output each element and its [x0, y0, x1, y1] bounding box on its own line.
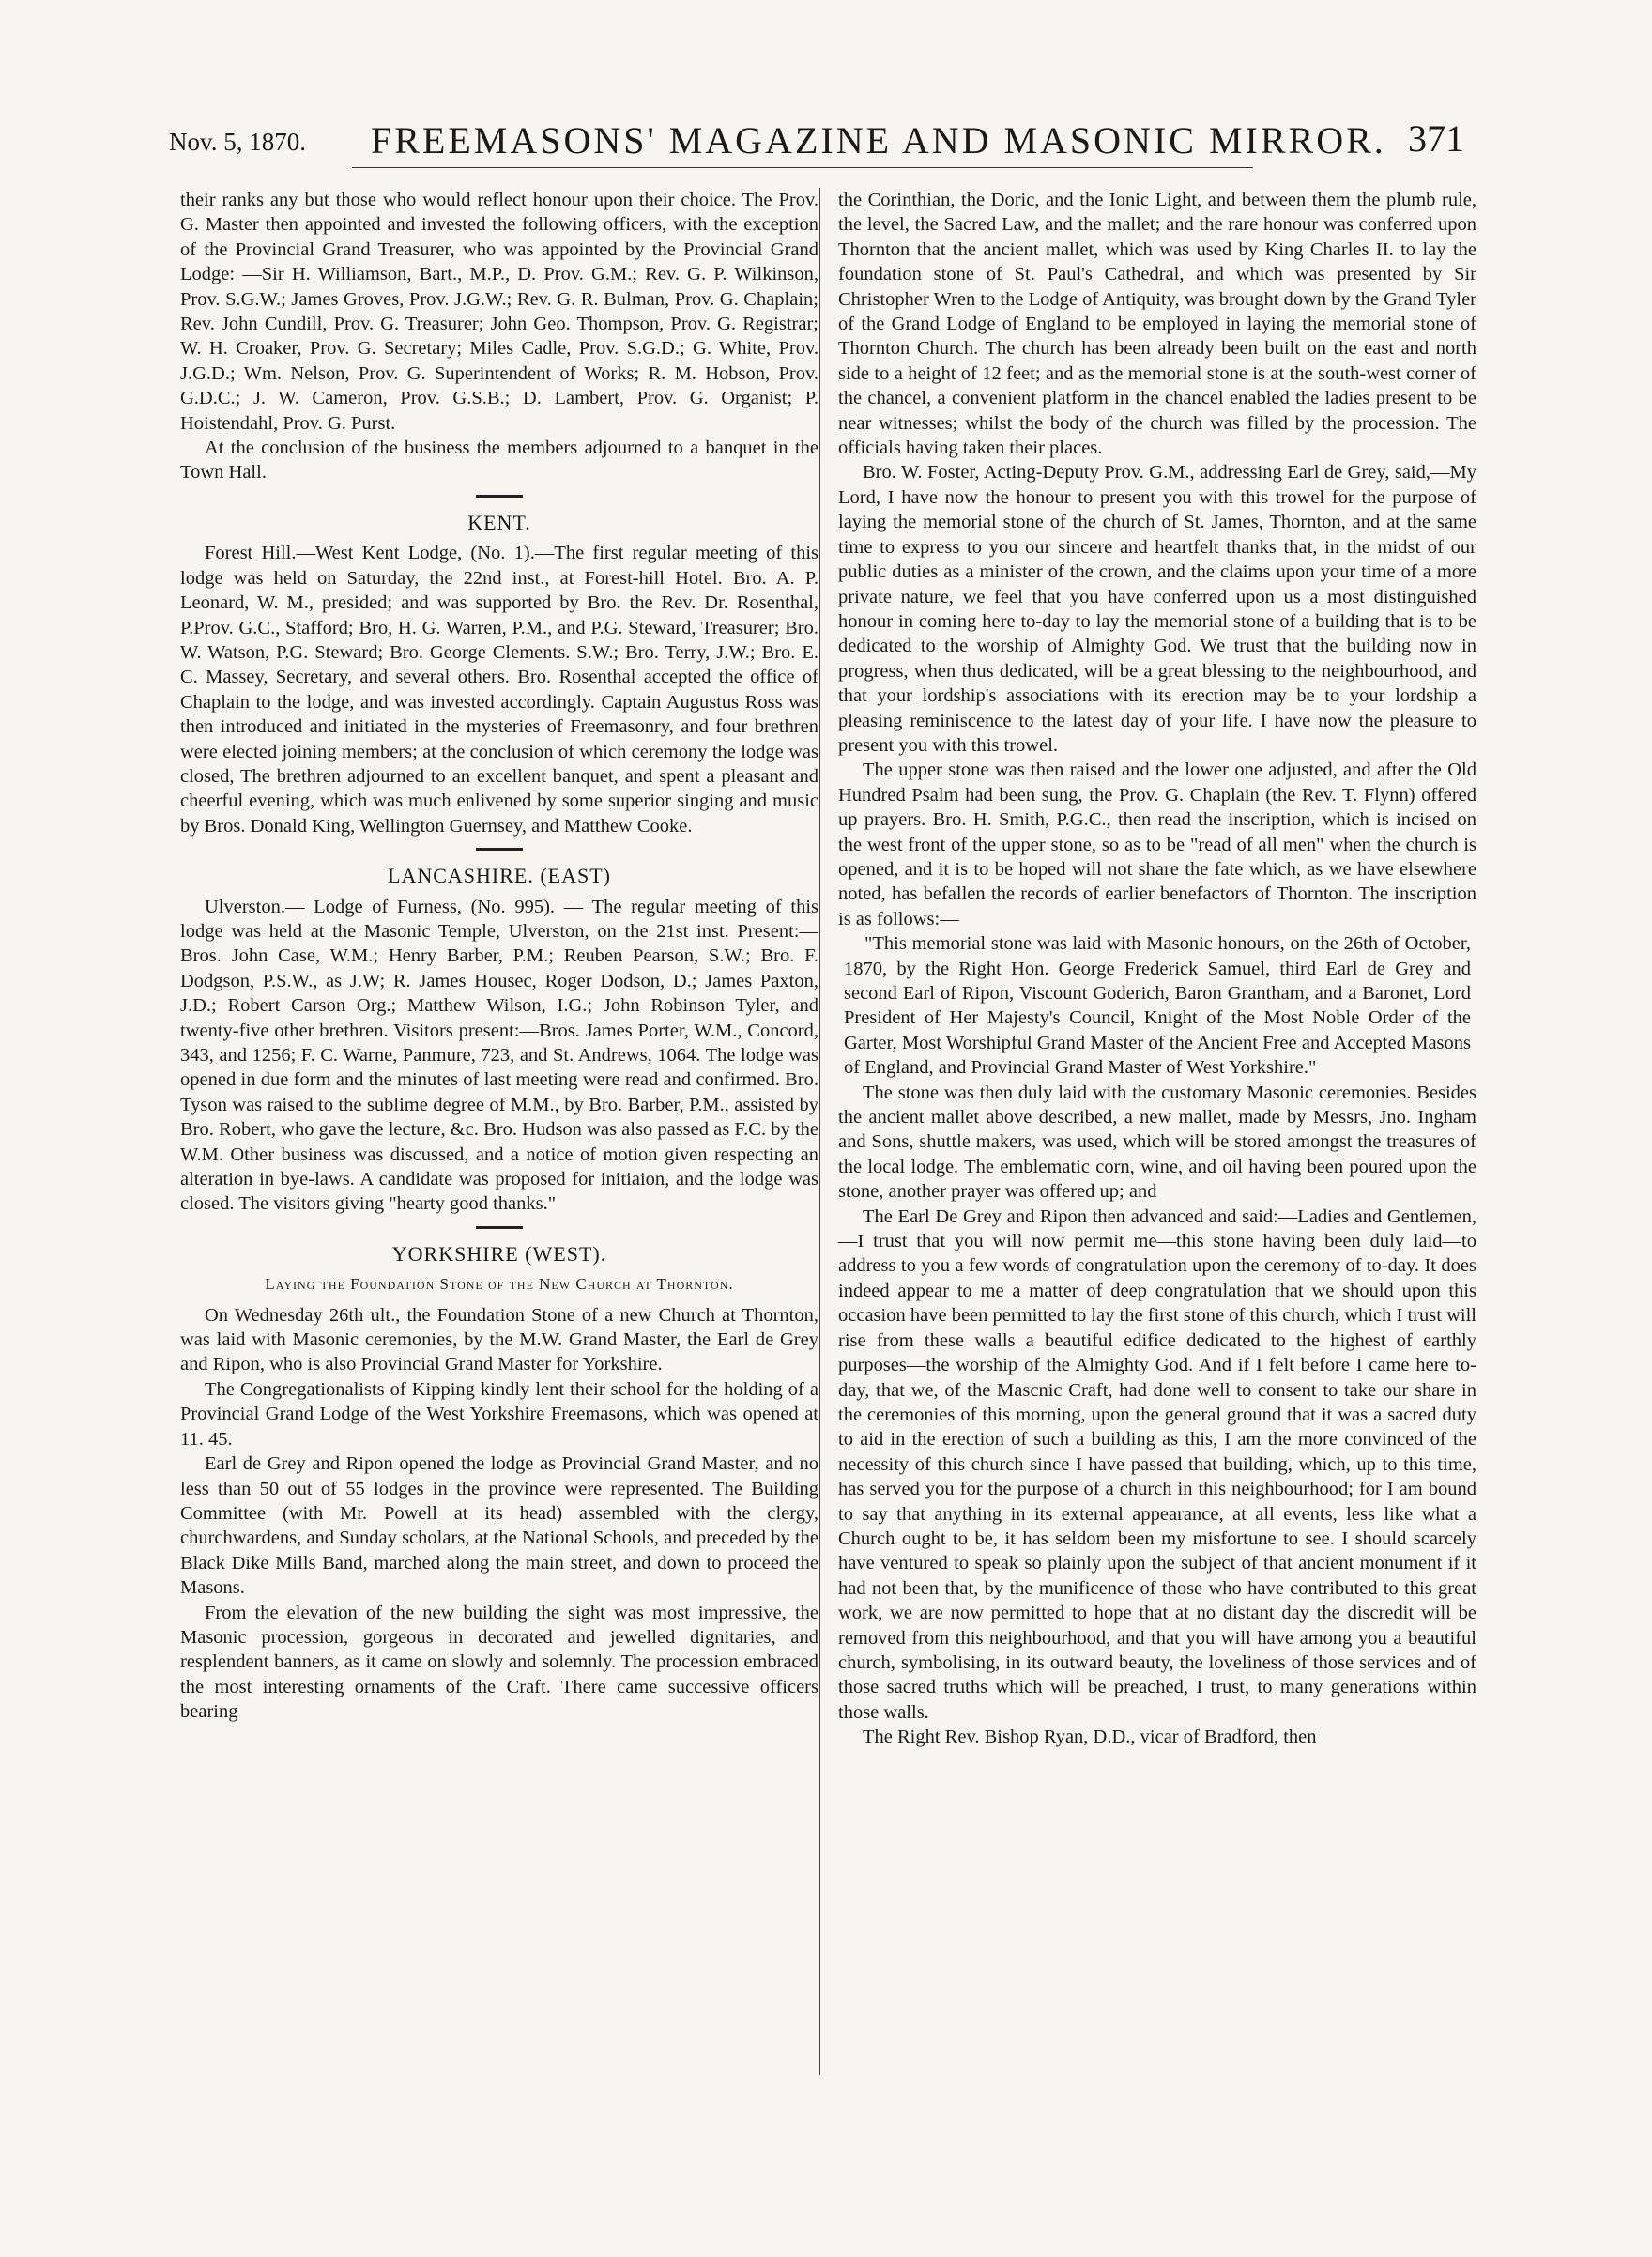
paragraph: On Wednesday 26th ult., the Foundation Stone of a new Church at Thornton, was laid with Masonic ceremonies, by the M.W. Grand Master, the Earl de Grey and Ripon, who is also Provincial Grand Master for Yorkshire. [180, 1304, 818, 1375]
left-column [180, 188, 818, 1725]
running-header [169, 111, 1464, 167]
paragraph: Bro. W. Foster, Acting-Deputy Prov. G.M., addressing Earl de Grey, said,—My Lord, I have now the honour to present you with this trowel for the purpose of laying the memorial stone of the church of St. James, Thornton, and at the same time to express to you our sincere and heartfelt thanks that, in the midst of our public duties as a minister of the crown, and the claims upon your time of a more private nature, we feel that you have conferred upon us a most distinguished honour in coming here to-day to lay the memorial stone of a building that is to be dedicated to the worship of Almighty God. We trust that the building now in progress, when thus dedicated, will be a great blessing to the neighbourhood, and that your lordship's associations with its erection may be to your lordship a pleasing reminiscence to the latest day of your life. I have now the pleasure to present you with this trowel. [838, 462, 1476, 756]
paragraph: Ulverston.— Lodge of Furness, (No. 995). — The regular meeting of this lodge was held at the Masonic Temple, Ulverston, on the 21st inst. Present:— Bros. John Case, W.M.; Henry Barber, P.M.; Reuben Pearson, S.W.; Bro. F. Dodgson, P.S.W., as J.W; R. James Housec, Roger Dodson, D.; James Paxton, J.D.; Robert Carson Org.; Matthew Wilson, I.G.; John Robinson Tyler, and twenty-five other brethren. Visitors present:—Bros. James Porter, W.M., Concord, 343, and 1256; F. C. Warne, Panmure, 723, and St. Andrews, 1064. The lodge was opened in due form and the minutes of last meeting were read and confirmed. Bro. Tyson was raised to the sublime degree of M.M., by Bro. Barber, P.M., assisted by Bro. Robert, who gave the lecture, &c. Bro. Hudson was also passed as F.C. by the W.M. Other business was discussed, and a notice of motion given respecting an alteration in bye-laws. A candidate was proposed for initiaion, and the lodge was closed. The visitors giving "hearty good thanks." [180, 896, 818, 1215]
column-divider [819, 188, 820, 2075]
section-heading-yorkshire: YORKSHIRE (WEST). [391, 1241, 607, 1266]
paragraph: The Right Rev. Bishop Ryan, D.D., vicar of Bradford, then [863, 1727, 1317, 1748]
section-divider [476, 495, 523, 498]
section-heading-kent: KENT. [467, 510, 531, 534]
paragraph: From the elevation of the new building the sight was most impressive, the Masonic procession, gorgeous in decorated and jewelled dignitaries, and resplendent banners, as it came on slowly and solemnly. The procession embraced the most interesting ornaments of the Craft. There came successive officers bearing [180, 1602, 818, 1723]
paragraph: The Earl De Grey and Ripon then advanced and said:—Ladies and Gentlemen,—I trust that you will now permit me—this stone having been duly laid—to address to you a few words of congratulation upon the ceremony of to-day. It does indeed appear to me a matter of deep congratulation that we should upon this occasion have been permitted to lay the first stone of this church, which I trust will rise from these walls a beautiful edifice dedicated to the highest of earthly purposes—the worship of the Almighty God. And if I felt before I came here to-day, that we, of the Mascnic Craft, had done well to consent to take our share in the ceremonies of this morning, upon the general ground that it was a sacred duty to aid in the erection of such a building as this, I am the more convinced of the necessity of this church since I have passed that building, which, up to this time, has served you for the purpose of a church in this neighbourhood; for I am bound to say that anything in its external appearance, at all events, less like what a Church ought to be, it has seldom been my misfortune to see. I should scarcely have ventured to speak so plainly upon the subject of that ancient monument if it had not been that, by the munificence of those who have contributed to this great work, we are now permitted to hope that at no distant day the discredit will be removed from this neighbourhood, and that you will have among you a beautiful church, symbolising, in its outward beauty, the loveliness of those services and of those sacred truths which will be preached, I trust, to many generations within those walls. [838, 1205, 1476, 1723]
section-subheading: Laying the Foundation Stone of the New Church at Thornton. [265, 1275, 734, 1294]
header-rule [352, 167, 1253, 168]
paragraph: The stone was then duly laid with the customary Masonic ceremonies. Besides the ancient mallet above described, a new mallet, made by Messrs, Jno. Ingham and Sons, shuttle makers, was used, which will be stored amongst the treasures of the local lodge. The emblematic corn, wine, and oil having been poured upon the stone, another prayer was offered up; and [838, 1082, 1476, 1203]
section-divider [476, 1226, 523, 1229]
paragraph: the Corinthian, the Doric, and the Ionic Light, and between them the plumb rule, the level, the Sacred Law, and the mallet; and the rare honour was conferred upon Thornton that the ancient mallet, which was used by King Charles II. to lay the foundation stone of St. Paul's Cathedral, and which was presented by Sir Christopher Wren to the Lodge of Antiquity, was brought down by the Grand Tyler of the Grand Lodge of England to be employed in laying the memorial stone of Thornton Church. The church has been already been built on the east and north side to a height of 12 feet; and as the memorial stone is at the south-west corner of the chancel, a convenient platform in the chancel enabled the ladies present to be near witnesses; whilst the body of the church was filled by the procession. The officials having taken their places. [838, 190, 1477, 459]
paragraph: The upper stone was then raised and the lower one adjusted, and after the Old Hundred Psalm had been sung, the Prov. G. Chaplain (the Rev. T. Flynn) offered up prayers. Bro. H. Smith, P.G.C., then read the inscription, which is incised on the west front of the upper stone, so as to be "read of all men" when the church is opened, and it is to be hoped will not share the fate which, as we have elsewhere noted, has befallen the records of earlier benefactors of Thornton. The inscription is as follows:— [838, 760, 1476, 929]
paragraph: At the conclusion of the business the members adjourned to a banquet in the Town Hall. [180, 438, 818, 484]
issue-date: Nov. 5, 1870. [169, 128, 306, 156]
paragraph: Earl de Grey and Ripon opened the lodge as Provincial Grand Master, and no less than 50 out of 55 lodges in the province were represented. The Building Committee (with Mr. Powell at its head) assembled with the clergy, churchwardens, and Sunday scholars, at the National Schools, and preceded by the Black Dike Mills Band, marched along the main street, and down to proceed the Masons. [180, 1453, 818, 1599]
page-number: 371 [1408, 117, 1464, 160]
right-column [838, 188, 1476, 1750]
section-divider [476, 848, 523, 851]
masthead-title: FREEMASONS' MAGAZINE AND MASONIC MIRROR. [371, 119, 1386, 161]
inscription-quote: "This memorial stone was laid with Masonic honours, on the 26th of October, 1870, by the Right Hon. George Frederick Samuel, third Earl de Grey and second Earl of Ripon, Viscount Goderich, Baron Grantham, and a Baronet, Lord President of Her Majesty's Council, Knight of the Most Noble Order of the Garter, Most Worshipful Grand Master of the Ancient Free and Accepted Masons of England, and Provincial Grand Master of West Yorkshire." [844, 933, 1471, 1079]
section-heading-lancashire: LANCASHIRE. (EAST) [388, 864, 611, 888]
paragraph: The Congregationalists of Kipping kindly lent their school for the holding of a Provincial Grand Lodge of the West Yorkshire Freemasons, which was opened at 11. 45. [180, 1378, 818, 1450]
paragraph: their ranks any but those who would reflect honour upon their choice. The Prov. G. Master then appointed and invested the following officers, with the exception of the Provincial Grand Treasurer, who was appointed by the Provincial Grand Lodge: —Sir H. Williamson, Bart., M.P., D. Prov. G.M.; Rev. G. P. Wilkinson, Prov. S.G.W.; James Groves, Prov. J.G.W.; Rev. G. R. Bulman, Prov. G. Chaplain; Rev. John Cundill, Prov. G. Treasurer; John Geo. Thompson, Prov. G. Registrar; W. H. Croaker, Prov. G. Secretary; Miles Cadle, Prov. S.G.D.; G. White, Prov. J.G.D.; Wm. Nelson, Prov. G. Superintendent of Works; R. M. Hobson, Prov. G.D.C.; J. W. Cameron, Prov. G.S.B.; D. Lambert, Prov. G. Organist; P. Hoistendahl, Prov. G. Purst. [180, 190, 818, 434]
paragraph: Forest Hill.—West Kent Lodge, (No. 1).—The first regular meeting of this lodge was held on Saturday, the 22nd inst., at Forest-hill Hotel. Bro. A. P. Leonard, W. M., presided; and was supported by Bro. the Rev. Dr. Rosenthal, P.Prov. G.C., Stafford; Bro, H. G. Warren, P.M., and P.G. Steward, Treasurer; Bro. W. Watson, P.G. Steward; Bro. George Clements. S.W.; Bro. Terry, J.W.; Bro. E. C. Massey, Secretary, and several others. Bro. Rosenthal accepted the office of Chaplain to the lodge, and was invested accordingly. Captain Augustus Ross was then introduced and initiated in the mysteries of Freemasonry, and four brethren were elected joining members; at the conclusion of which ceremony the lodge was closed, The brethren adjourned to an excellent banquet, and spent a pleasant and cheerful evening, which was much enlivened by some superior singing and music by Bros. Donald King, Wellington Guernsey, and Matthew Cooke. [180, 543, 818, 837]
